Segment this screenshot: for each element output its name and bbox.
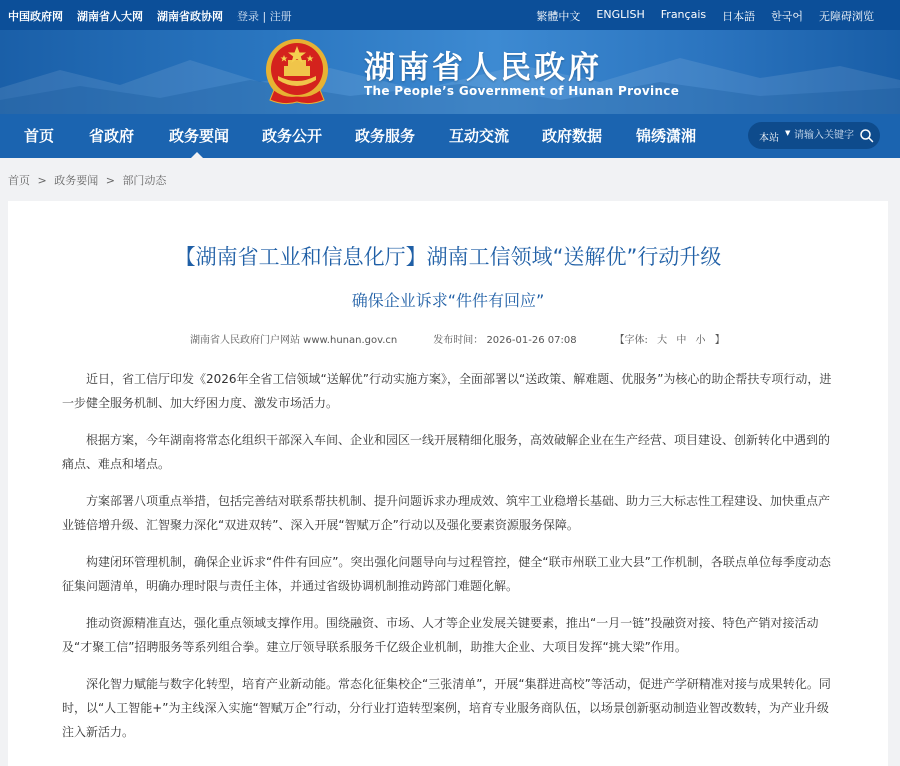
top-links xyxy=(8,8,292,24)
search-scope-select[interactable]: 本站 xyxy=(759,133,779,144)
nav-item-home[interactable]: 首页 xyxy=(24,127,55,145)
search-input[interactable] xyxy=(794,127,860,144)
font-size-controls xyxy=(615,331,725,346)
active-nav-caret xyxy=(191,152,203,158)
article-subtitle: 确保企业诉求“件件有回应” xyxy=(351,291,545,310)
national-emblem-icon xyxy=(264,36,330,106)
link-npc-hunan[interactable]: 湖南省人大网 xyxy=(77,10,143,23)
main-nav xyxy=(0,114,900,158)
article-paragraph: 构建闭环管理机制，确保企业诉求“件件有回应”。突出强化问题导向与过程管控，健全“联市州联工业大县”工作机制，各联点单位每季度动态征集问题清单，明确办理时限与责任主体，并通过省级协调机制推动跨部门难题化解。 xyxy=(62,555,831,593)
accessibility-link[interactable]: 无障碍浏览 xyxy=(819,10,874,23)
search-box xyxy=(748,122,880,149)
breadcrumb-dept-news[interactable]: 部门动态 xyxy=(122,174,167,187)
lang-japanese[interactable]: 日本語 xyxy=(722,10,756,23)
lang-traditional-chinese[interactable]: 繁體中文 xyxy=(536,10,581,23)
nav-item-gov-services[interactable]: 政务服务 xyxy=(355,127,416,145)
login-register-link[interactable]: 登录 | 注册 xyxy=(237,10,292,23)
article-paragraph: 推动资源精准直达，强化重点领域支撑作用。围绕融资、市场、人才等企业发展关键要素，推出“一月一链”投融资对接、特色产销对接活动及“才聚工信”招聘服务等系列组合拳。建立厅领导联系服务千亿级企业机制，助推大企业、大项目发挥“挑大梁”作用。 xyxy=(62,616,819,654)
search-icon[interactable] xyxy=(859,128,874,143)
font-size-close-bracket: 】 xyxy=(714,335,725,346)
font-size-large[interactable]: 大 xyxy=(657,335,668,346)
site-header xyxy=(0,30,900,114)
breadcrumb-separator: > xyxy=(37,174,47,187)
article-paragraph: 近日，省工信厅印发《2026年全省工信领域“送解优”行动实施方案》，全面部署以“送政策、解难题、优服务”为核心的助企帮扶专项行动，进一步健全服务机制、加大纾困力度、激发市场活力。 xyxy=(62,372,832,410)
breadcrumb-separator: > xyxy=(105,174,115,187)
nav-item-scenic-hunan[interactable]: 锦绣潇湘 xyxy=(636,127,697,145)
publish-time: 发布时间： 2026-01-26 07:08 xyxy=(433,335,577,346)
lang-french[interactable]: Français xyxy=(660,8,707,21)
font-size-label: 【字体: xyxy=(614,335,648,346)
site-title: 湖南省人民政府 xyxy=(364,50,602,86)
breadcrumb-home[interactable]: 首页 xyxy=(8,174,30,187)
link-cppcc-hunan[interactable]: 湖南省政协网 xyxy=(157,10,223,23)
nav-item-interaction[interactable]: 互动交流 xyxy=(449,127,510,145)
font-size-medium[interactable]: 中 xyxy=(676,335,687,346)
nav-item-gov-news[interactable]: 政务要闻 xyxy=(169,127,230,145)
lang-english[interactable]: ENGLISH xyxy=(596,8,645,21)
nav-item-gov-disclosure[interactable]: 政务公开 xyxy=(262,127,323,145)
language-links xyxy=(520,8,874,24)
link-gov-cn[interactable]: 中国政府网 xyxy=(8,10,63,23)
chevron-down-icon: ▼ xyxy=(785,129,791,137)
article-paragraph: 深化智力赋能与数字化转型，培育产业新动能。常态化征集校企“三张清单”，开展“集群进高校”等活动，促进产学研精准对接与成果转化。同时，以“人工智能+”为主线深入实施“智赋万企”行动，分行业打造转型案例，培育专业服务商队伍，以场景创新驱动制造业智改数转，为产业升级注入新活力。 xyxy=(62,677,831,739)
article-source: 湖南省人民政府门户网站 www.hunan.gov.cn xyxy=(190,335,398,346)
lang-korean[interactable]: 한국어 xyxy=(771,10,803,23)
article-body xyxy=(62,367,832,757)
site-subtitle: The People’s Government of Hunan Province xyxy=(364,84,680,98)
nav-item-provincial-gov[interactable]: 省政府 xyxy=(89,127,135,145)
article-card xyxy=(8,201,888,766)
top-bar xyxy=(0,0,900,30)
article-paragraph: 根据方案，今年湖南将常态化组织干部深入车间、企业和园区一线开展精细化服务，高效破解企业在生产经营、项目建设、创新转化中遇到的痛点、难点和堵点。 xyxy=(62,433,831,471)
article-meta xyxy=(190,331,725,346)
breadcrumb-gov-news[interactable]: 政务要闻 xyxy=(54,174,99,187)
article-paragraph: 方案部署八项重点举措，包括完善结对联系帮扶机制、提升问题诉求办理成效、筑牢工业稳增长基础、助力三大标志性工程建设、加快重点产业链倍增升级、汇智聚力深化“双进双转”、深入开展“智赋万企”行动以及强化要素资源服务保障。 xyxy=(62,494,831,532)
article-title: 【湖南省工业和信息化厅】湖南工信领域“送解优”行动升级 xyxy=(174,245,722,269)
font-size-small[interactable]: 小 xyxy=(695,335,706,346)
nav-item-gov-data[interactable]: 政府数据 xyxy=(542,127,603,145)
breadcrumb xyxy=(8,172,170,188)
